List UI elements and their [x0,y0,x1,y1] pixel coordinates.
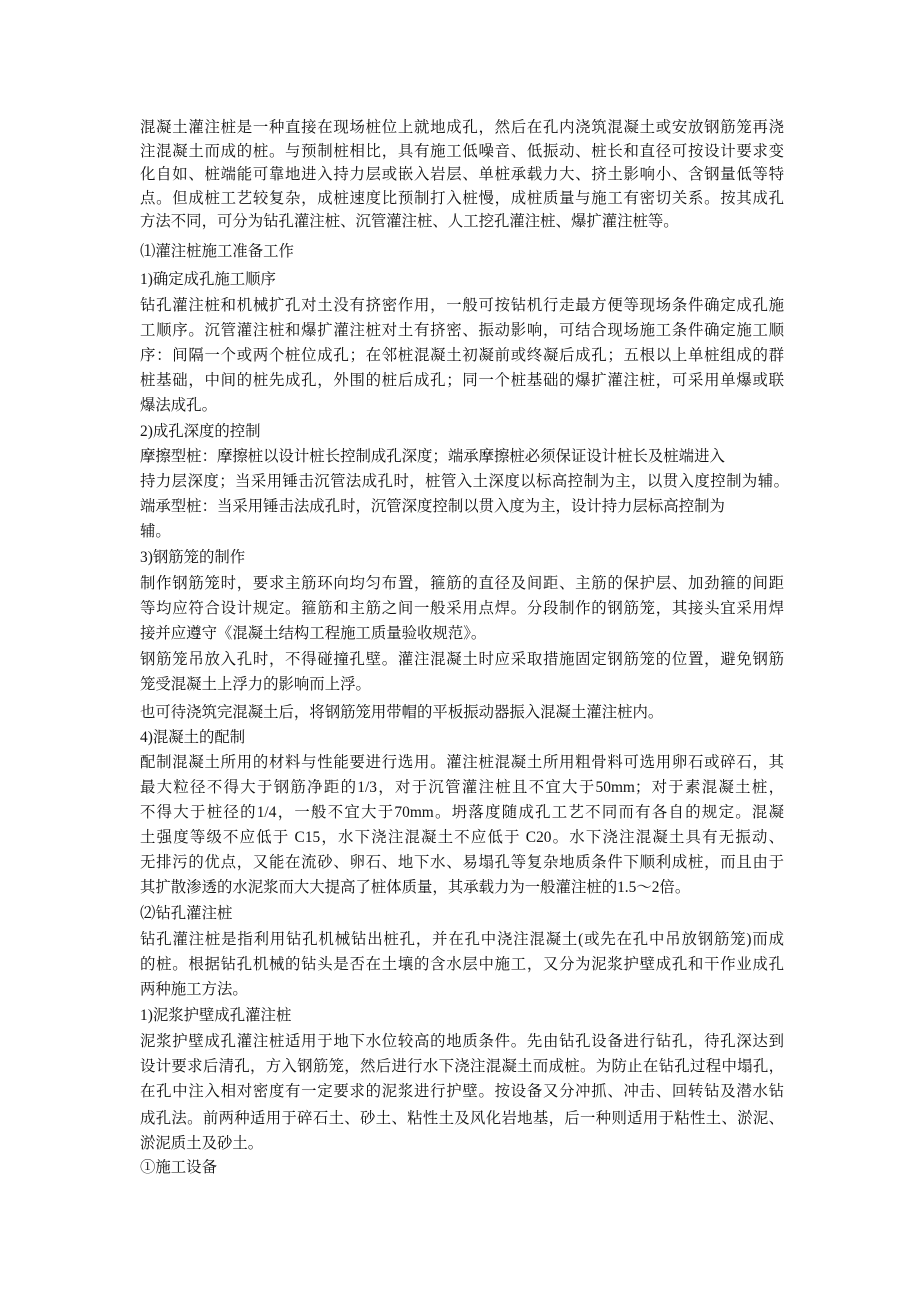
paragraph-line: 注混凝土而成的桩。与预制桩相比，具有施工低噪音、低振动、桩长和直径可按设计要求变 [140,143,784,160]
paragraph-line: 化自如、桩端能可靠地进入持力层或嵌入岩层、单桩承载力大、挤土影响小、含钢量低等特 [140,166,784,183]
paragraph-line: 辅。 [140,523,171,540]
paragraph-line: 也可待浇筑完混凝土后，将钢筋笼用带帽的平板振动器振入混凝土灌注桩内。 [140,704,664,721]
paragraph-line: 两种施工方法。 [140,981,248,998]
paragraph-line: 方法不同，可分为钻孔灌注桩、沉管灌注桩、人工挖孔灌注桩、爆扩灌注桩等。 [140,213,679,230]
subsection-heading: 1)泥浆护壁成孔灌注桩 [140,1007,292,1024]
paragraph-line: 不得大于桩径的1/4，一般不宜大于70mm。坍落度随成孔工艺不同而有各自的规定。混凝 [140,804,784,821]
paragraph-line: 工顺序。沉管灌注桩和爆扩灌注桩对土有挤密、振动影响，可结合现场施工条件确定施工顺 [140,322,784,339]
paragraph-line: 淤泥质土及砂土。 [140,1135,264,1152]
paragraph-line: 桩基础，中间的桩先成孔，外围的桩后成孔；同一个桩基础的爆扩灌注桩，可采用单爆或联 [140,372,784,389]
paragraph-line: 爆法成孔。 [140,397,217,414]
item-heading: ①施工设备 [140,1159,217,1176]
paragraph-line: 制作钢筋笼时，要求主筋环向均匀布置，箍筋的直径及间距、主筋的保护层、加劲箍的间距 [140,575,784,592]
paragraph-line: 持力层深度；当采用锤击沉管法成孔时，桩管入土深度以标高控制为主，以贯入度控制为辅。 [140,473,789,490]
paragraph-line: 设计要求后清孔，方入钢筋笼，然后进行水下浇注混凝土而成桩。为防止在钻孔过程中塌孔， [140,1058,784,1075]
paragraph-line: 钻孔灌注桩是指利用钻孔机械钻出桩孔，并在孔中浇注混凝土(或先在孔中吊放钢筋笼)而成 [140,931,784,948]
paragraph-line: 接并应遵守《混凝土结构工程施工质量验收规范》。 [140,625,487,642]
paragraph-line: 土强度等级不应低于 C15，水下浇注混凝土不应低于 C20。水下浇注混凝土具有无振动、 [140,829,784,846]
paragraph-line: 摩擦型桩：摩擦桩以设计桩长控制成孔深度；端承摩擦桩必须保证设计桩长及桩端进入 [140,448,725,465]
paragraph-line: 其扩散渗透的水泥浆而大大提高了桩体质量，其承载力为一般灌注桩的1.5～2倍。 [140,879,691,896]
paragraph-line: 序：间隔一个或两个桩位成孔；在邻桩混凝土初凝前或终凝后成孔；五根以上单桩组成的群 [140,347,784,364]
subsection-heading: 2)成孔深度的控制 [140,423,261,440]
subsection-heading: 3)钢筋笼的制作 [140,549,246,566]
subsection-heading: 4)混凝土的配制 [140,729,246,746]
paragraph-line: 最大粒径不得大于钢筋净距的1/3，对于沉管灌注桩且不宜大于50mm；对于素混凝土桩， [140,779,784,796]
paragraph-line: 端承型桩：当采用锤击法成孔时，沉管深度控制以贯入度为主，设计持力层标高控制为 [140,498,725,515]
paragraph-line: 的桩。根据钻孔机械的钻头是否在土壤的含水层中施工，又分为泥浆护壁成孔和干作业成孔 [140,956,784,973]
paragraph-line: 无排污的优点，又能在流砂、卵石、地下水、易塌孔等复杂地质条件下顺利成桩，而且由于 [140,854,784,871]
paragraph-line: 等均应符合设计规定。箍筋和主筋之间一般采用点焊。分段制作的钢筋笼，其接头宜采用焊 [140,600,784,617]
section-heading: ⑵钻孔灌注桩 [140,905,233,922]
paragraph-line: 钻孔灌注桩和机械扩孔对土没有挤密作用，一般可按钻机行走最方便等现场条件确定成孔施 [140,297,784,314]
paragraph-line: 成孔法。前两种适用于碎石土、砂土、粘性土及风化岩地基，后一种则适用于粘性土、淤泥、 [140,1110,784,1127]
paragraph-line: 配制混凝土所用的材料与性能要进行选用。灌注桩混凝土所用粗骨料可选用卵石或碎石，其 [140,754,784,771]
paragraph-line: 点。但成桩工艺较复杂，成桩速度比预制打入桩慢，成桩质量与施工有密切关系。按其成孔 [140,190,784,207]
paragraph-line: 在孔中注入相对密度有一定要求的泥浆进行护壁。按设备又分冲抓、冲击、回转钻及潜水钻 [140,1083,784,1100]
paragraph-line: 泥浆护壁成孔灌注桩适用于地下水位较高的地质条件。先由钻孔设备进行钻孔，待孔深达到 [140,1033,784,1050]
section-heading: ⑴灌注桩施工准备工作 [140,243,294,260]
paragraph-line: 笼受混凝土上浮力的影响而上浮。 [140,676,371,693]
paragraph-line: 混凝土灌注桩是一种直接在现场桩位上就地成孔，然后在孔内浇筑混凝土或安放钢筋笼再浇 [140,119,784,136]
subsection-heading: 1)确定成孔施工顺序 [140,271,276,288]
paragraph-line: 钢筋笼吊放入孔时，不得碰撞孔壁。灌注混凝土时应采取措施固定钢筋笼的位置，避免钢筋 [140,651,784,668]
